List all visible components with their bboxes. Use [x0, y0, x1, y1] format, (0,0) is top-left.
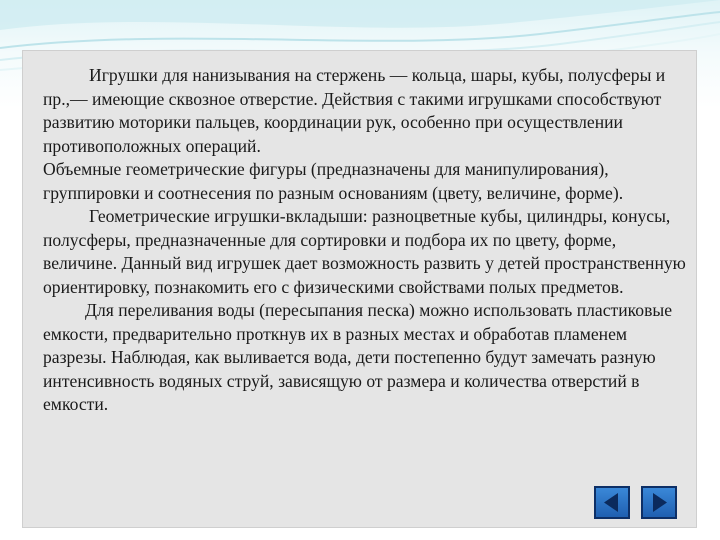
paragraph-4: Для переливания воды (пересыпания песка) можно использовать пластиковые емкости, предварительно проткнув их в разных местах и обработав пламенем разрезы. Наблюдая, как выливается вода, дети постепенно будут замечать разную интенсивность водяных струй, зависящую от размера и количества отверстий в емкости.: [43, 300, 673, 414]
paragraph-2: Объемные геометрические фигуры (предназначены для манипулирования), группировки и соотнесения по разным основаниям (цвету, величине, форме).: [43, 159, 624, 203]
paragraph-1: Игрушки для нанизывания на стержень — кольца, шары, кубы, полусферы и пр.,— имеющие сквозное отверстие. Действия с такими игрушками способствуют развитию моторики пальцев, координации рук, особенно при осуществлении противоположных операций.: [43, 65, 666, 156]
paragraph-3: Геометрические игрушки-вкладыши: разноцветные кубы, цилиндры, конусы, полусферы, предназначенные для сортировки и подбора их по цвету, форме, величине. Данный вид игрушек дает возможность развить у детей пространственную ориентировку, познакомить его с физическими свойствами полых предметов.: [43, 206, 686, 297]
next-slide-button[interactable]: [641, 486, 677, 519]
slide-text: [43, 64, 691, 417]
previous-slide-button[interactable]: [594, 486, 630, 519]
arrow-right-icon: [643, 488, 675, 517]
arrow-left-icon: [596, 488, 628, 517]
